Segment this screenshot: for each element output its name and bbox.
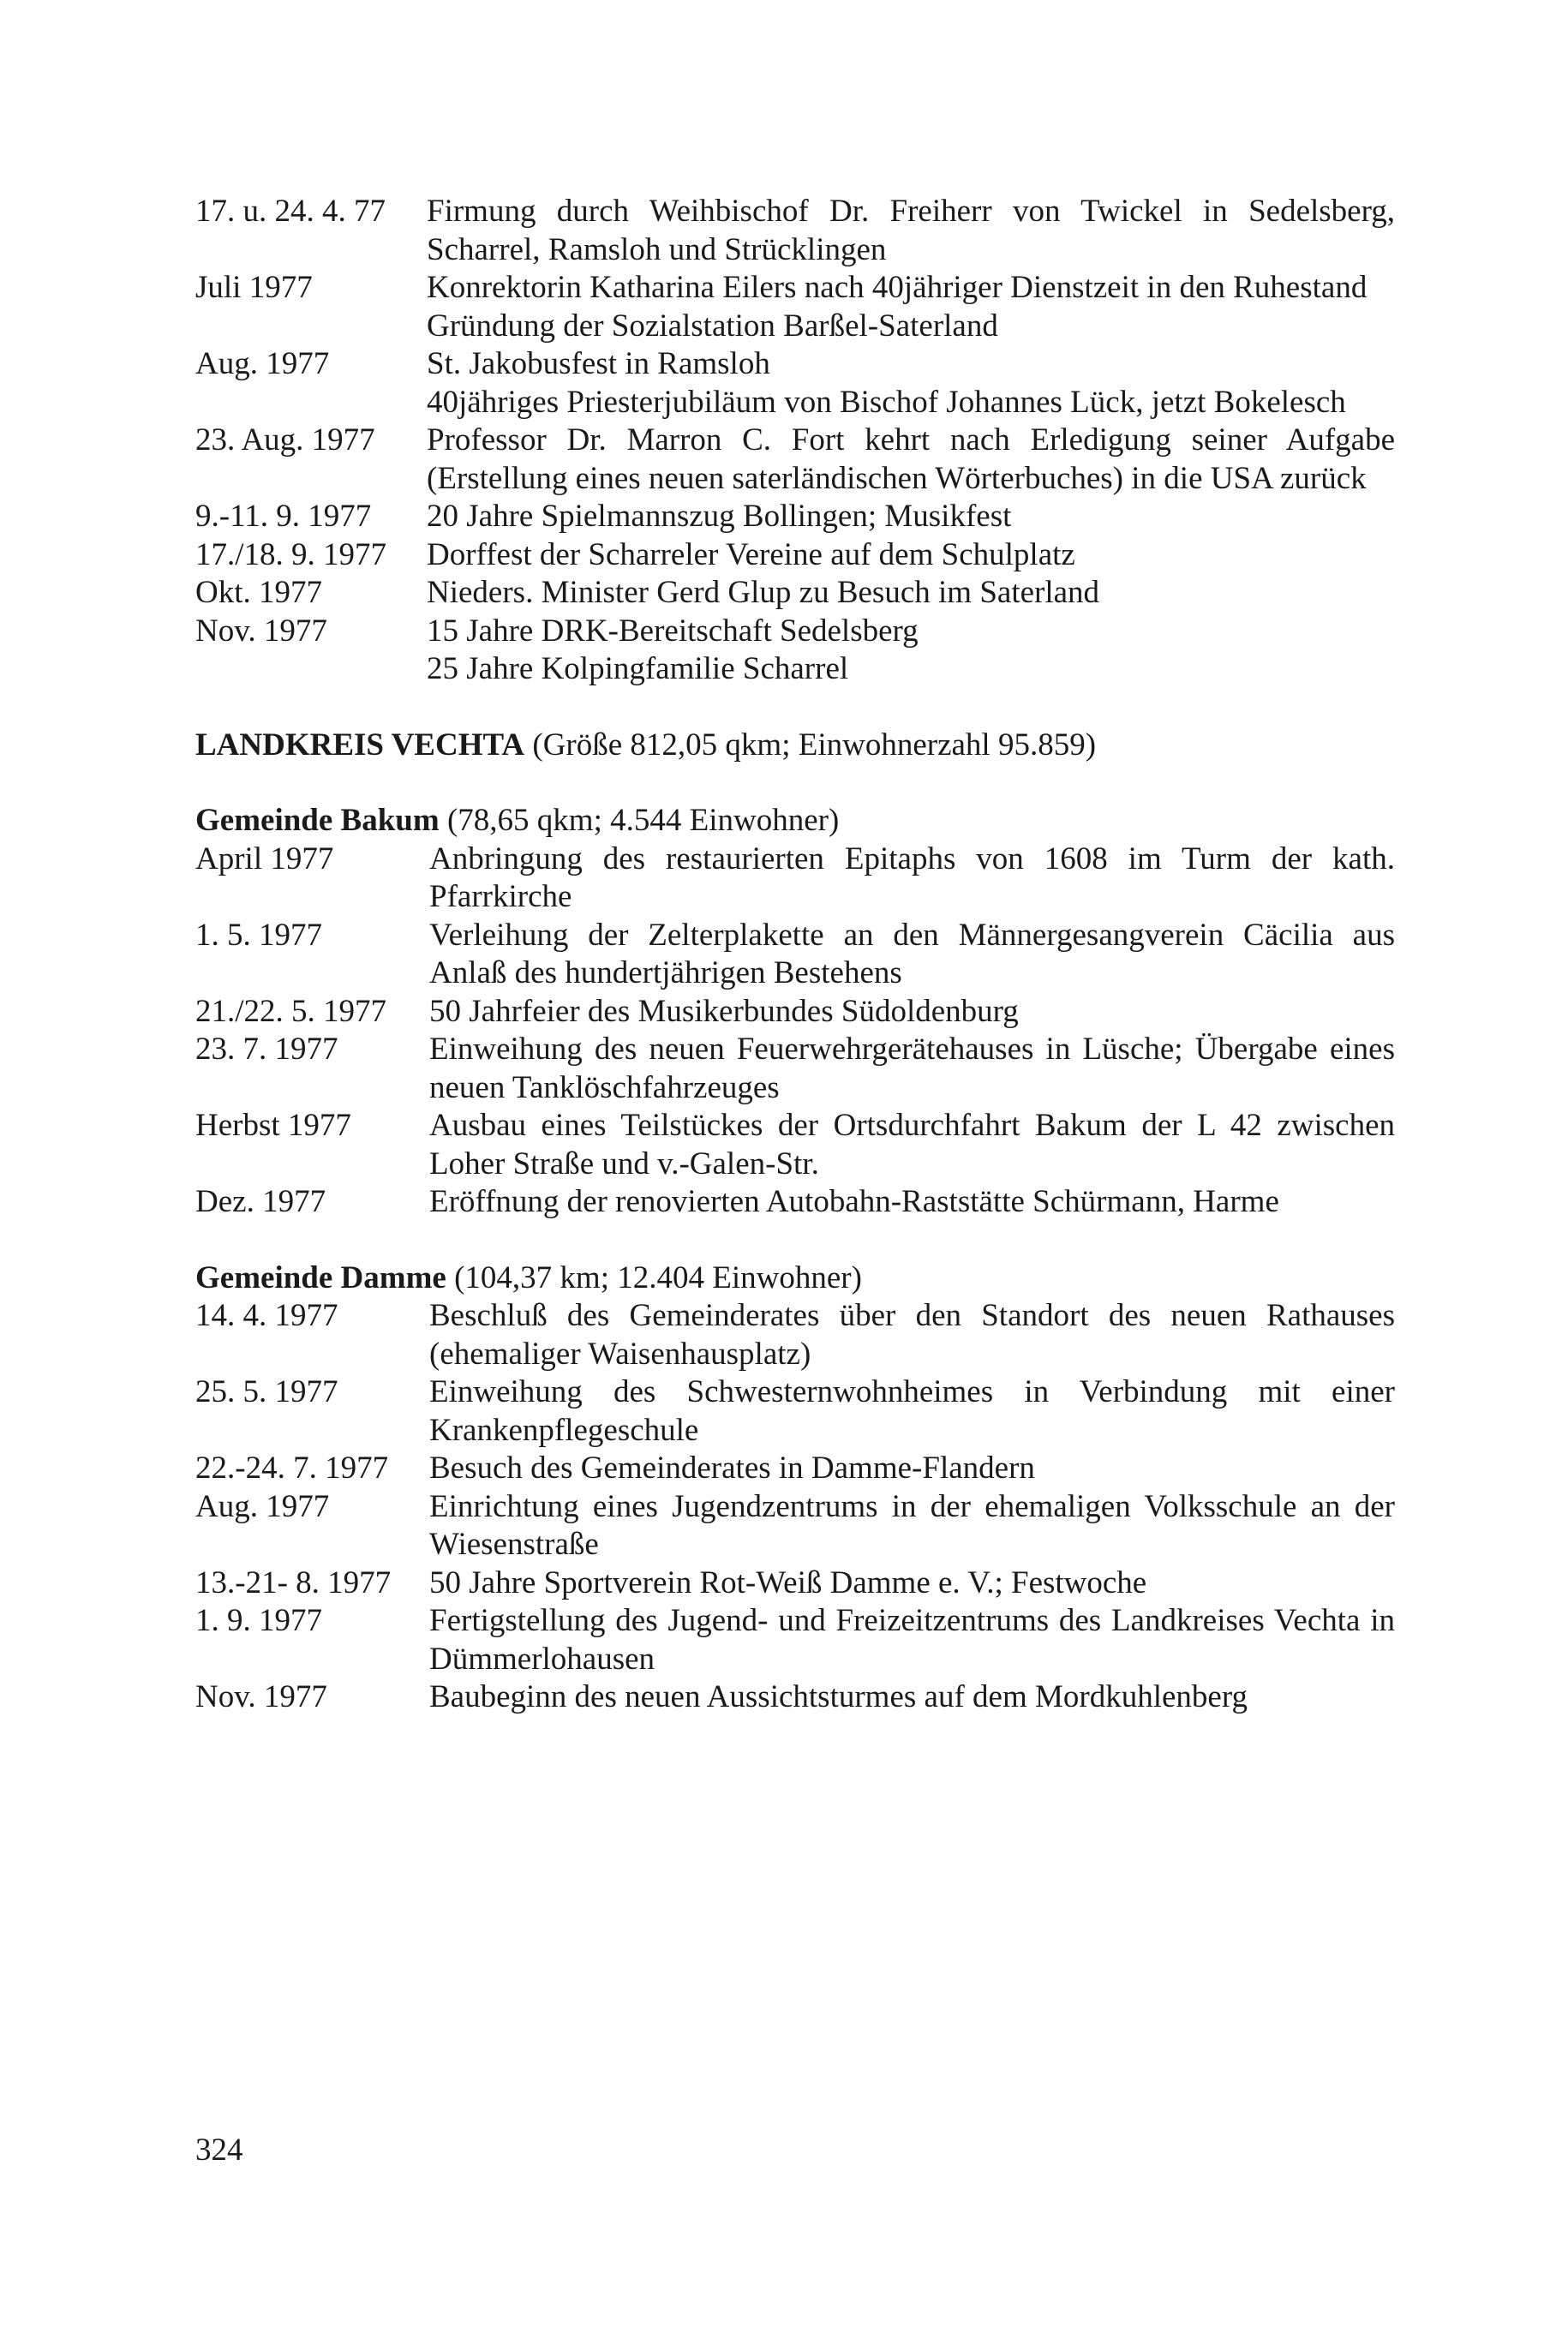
entry-row: [195, 650, 1395, 689]
municipality-heading-bakum: [195, 802, 1395, 840]
entry-date: 22.-24. 7. 1977: [195, 1451, 389, 1486]
entry-text: Einweihung des neuen Feuerwehrgerätehauses in Lüsche; Übergabe eines neuen Tanklöschfahrzeuges: [429, 1032, 1395, 1105]
entry-row: [195, 1678, 1395, 1717]
entry-row: [195, 193, 1395, 269]
entry-text: Nieders. Minister Gerd Glup zu Besuch im Saterland: [427, 575, 1100, 610]
entry-text: 15 Jahre DRK-Bereitschaft Sedelsberg: [427, 613, 919, 649]
entry-text: Konrektorin Katharina Eilers nach 40jähriger Dienstzeit in den Ruhestand: [427, 270, 1368, 305]
entry-date: Dez. 1977: [195, 1184, 326, 1219]
entry-row: [195, 345, 1395, 384]
entry-text: Professor Dr. Marron C. Fort kehrt nach Erledigung seiner Aufgabe (Erstellung eines neuen saterländischen Wörterbuches) in die USA zurück: [427, 422, 1395, 496]
entry-row: [195, 1602, 1395, 1678]
entry-text: Beschluß des Gemeinderates über den Standort des neuen Rathauses (ehemaliger Waisenhausplatz): [429, 1298, 1395, 1372]
entry-text: 20 Jahre Spielmannszug Bollingen; Musikfest: [427, 499, 1012, 534]
entry-text: Einweihung des Schwesternwohnheimes in Verbindung mit einer Krankenpflegeschule: [429, 1374, 1395, 1448]
entry-text: 50 Jahre Sportverein Rot-Weiß Damme e. V.; Festwoche: [429, 1564, 1147, 1600]
entry-date: Herbst 1977: [195, 1108, 351, 1143]
entry-date: 23. Aug. 1977: [195, 422, 375, 458]
entry-date: Juli 1977: [195, 270, 313, 305]
entry-row: [195, 1297, 1395, 1373]
entry-date: 1. 9. 1977: [195, 1603, 322, 1638]
entry-row: [195, 308, 1395, 346]
entry-row: [195, 574, 1395, 613]
entry-date: 13.-21- 8. 1977: [195, 1564, 392, 1600]
entry-date: 17./18. 9. 1977: [195, 536, 387, 572]
entry-text: Gründung der Sozialstation Barßel-Saterland: [427, 308, 998, 344]
entry-date: 17. u. 24. 4. 77: [195, 194, 386, 229]
entry-date: 23. 7. 1977: [195, 1032, 338, 1067]
entry-text: St. Jakobusfest in Ramsloh: [427, 346, 770, 381]
entry-date: 25. 5. 1977: [195, 1374, 338, 1409]
chronicle-section-bakum: [195, 840, 1395, 1222]
entry-row: [195, 1564, 1395, 1603]
entry-date: 1. 5. 1977: [195, 917, 322, 953]
entry-row: [195, 1107, 1395, 1183]
page-number: 324: [195, 2133, 243, 2168]
entry-row: [195, 536, 1395, 575]
entry-text: Anbringung des restaurierten Epitaphs von 1608 im Turm der kath. Pfarrkirche: [429, 840, 1395, 914]
entry-text: 40jähriges Priesterjubiläum von Bischof Johannes Lück, jetzt Bokelesch: [427, 384, 1346, 420]
entry-text: Verleihung der Zelterplakette an den Männergesangverein Cäcilia aus Anlaß des hundertjährigen Bestehens: [429, 917, 1395, 990]
entry-date: April 1977: [195, 840, 334, 876]
entry-row: [195, 840, 1395, 917]
entry-date: Nov. 1977: [195, 1679, 327, 1714]
entry-row: [195, 993, 1395, 1032]
entry-text: Ausbau eines Teilstückes der Ortsdurchfahrt Bakum der L 42 zwischen Loher Straße und v.-Galen-Str.: [429, 1108, 1395, 1181]
entry-row: [195, 1183, 1395, 1222]
entry-date: Aug. 1977: [195, 1488, 330, 1524]
entry-date: Aug. 1977: [195, 346, 330, 381]
entry-text: Besuch des Gemeinderates in Damme-Flandern: [429, 1451, 1035, 1486]
entry-date: 21./22. 5. 1977: [195, 993, 387, 1029]
entry-row: [195, 269, 1395, 308]
chronicle-section-damme: [195, 1297, 1395, 1717]
entry-date: Okt. 1977: [195, 575, 322, 610]
entry-text: Eröffnung der renovierten Autobahn-Raststätte Schürmann, Harme: [429, 1184, 1279, 1219]
entry-text: Baubeginn des neuen Aussichtsturmes auf dem Mordkuhlenberg: [429, 1679, 1248, 1714]
municipality-name: Gemeinde Bakum: [195, 803, 440, 838]
entry-row: [195, 1488, 1395, 1564]
entry-row: [195, 384, 1395, 422]
entry-row: [195, 613, 1395, 651]
entry-text: 25 Jahre Kolpingfamilie Scharrel: [427, 651, 849, 686]
entry-text: Fertigstellung des Jugend- und Freizeitzentrums des Landkreises Vechta in Dümmerlohausen: [429, 1603, 1395, 1677]
entry-row: [195, 498, 1395, 536]
municipality-name: Gemeinde Damme: [195, 1259, 446, 1295]
entry-row: [195, 1450, 1395, 1488]
chronicle-section-saterland: [195, 193, 1395, 689]
entry-text: Dorffest der Scharreler Vereine auf dem Schulplatz: [427, 536, 1075, 572]
municipality-info: (78,65 qkm; 4.544 Einwohner): [446, 803, 840, 838]
district-info: (Größe 812,05 qkm; Einwohnerzahl 95.859): [532, 727, 1097, 763]
page-content: [195, 193, 1395, 1717]
entry-text: 50 Jahrfeier des Musikerbundes Südoldenburg: [429, 993, 1019, 1029]
entry-date: 9.-11. 9. 1977: [195, 499, 372, 534]
municipality-heading-damme: [195, 1259, 1395, 1298]
district-heading: [195, 727, 1395, 765]
entry-date: 14. 4. 1977: [195, 1298, 338, 1333]
municipality-info: (104,37 km; 12.404 Einwohner): [454, 1259, 862, 1295]
entry-text: Einrichtung eines Jugendzentrums in der ehemaligen Volksschule an der Wiesenstraße: [429, 1488, 1395, 1562]
entry-text: Firmung durch Weihbischof Dr. Freiherr von Twickel in Sedelsberg, Scharrel, Ramsloh und Strücklingen: [427, 194, 1395, 267]
entry-row: [195, 422, 1395, 498]
entry-date: Nov. 1977: [195, 613, 327, 649]
entry-row: [195, 1373, 1395, 1450]
district-name: LANDKREIS VECHTA: [195, 727, 525, 763]
entry-row: [195, 1031, 1395, 1107]
entry-row: [195, 917, 1395, 993]
